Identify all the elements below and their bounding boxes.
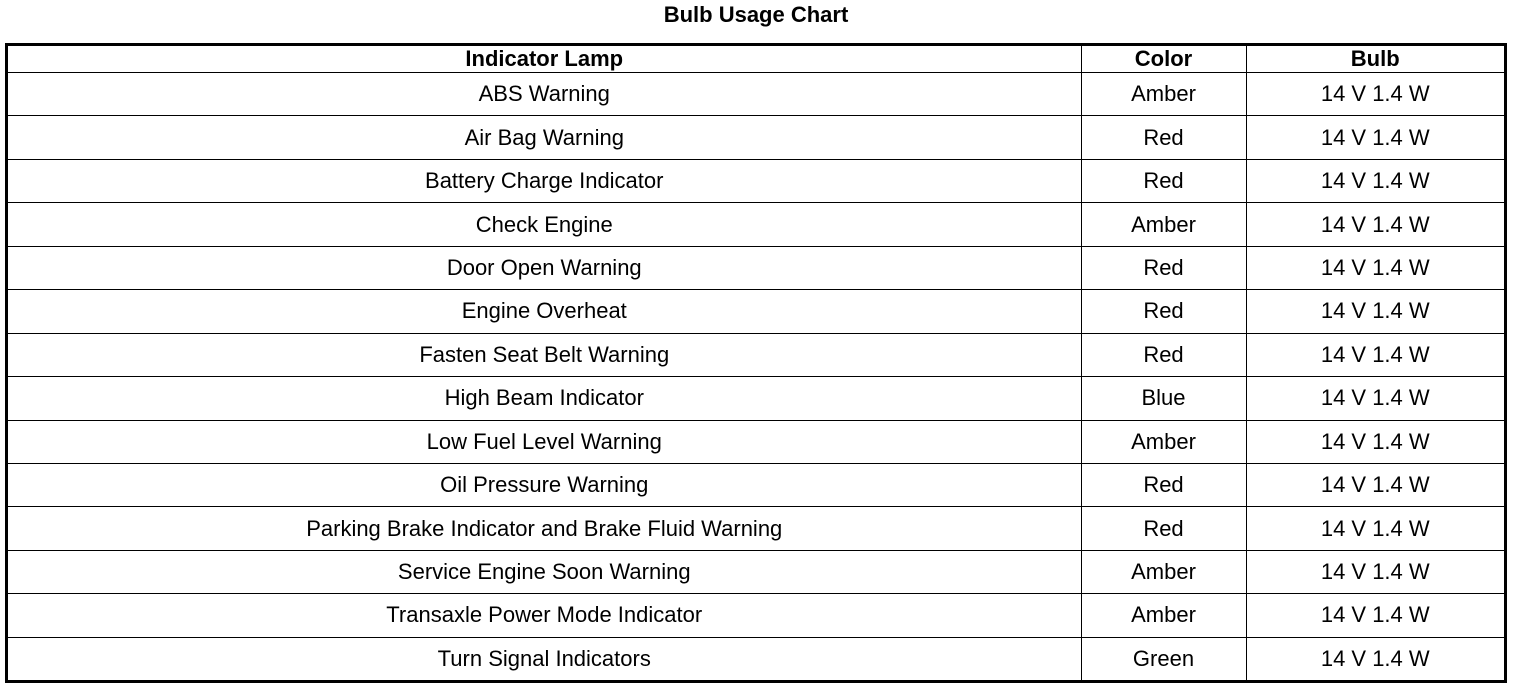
bulb-cell: 14 V 1.4 W xyxy=(1246,203,1504,246)
lamp-cell: Check Engine xyxy=(8,203,1081,246)
bulb-cell: 14 V 1.4 W xyxy=(1246,246,1504,289)
table-body xyxy=(8,73,1504,681)
lamp-cell: Parking Brake Indicator and Brake Fluid Warning xyxy=(8,507,1081,550)
bulb-cell: 14 V 1.4 W xyxy=(1246,420,1504,463)
table-row xyxy=(8,637,1504,680)
bulb-cell: 14 V 1.4 W xyxy=(1246,159,1504,202)
table-row xyxy=(8,420,1504,463)
table-header-row xyxy=(8,46,1504,73)
table-row xyxy=(8,246,1504,289)
bulb-cell: 14 V 1.4 W xyxy=(1246,637,1504,680)
lamp-cell: Low Fuel Level Warning xyxy=(8,420,1081,463)
color-cell: Amber xyxy=(1081,203,1246,246)
bulb-cell: 14 V 1.4 W xyxy=(1246,463,1504,506)
color-cell: Red xyxy=(1081,116,1246,159)
lamp-cell: High Beam Indicator xyxy=(8,377,1081,420)
color-cell: Red xyxy=(1081,333,1246,376)
table-row xyxy=(8,507,1504,550)
bulb-usage-table-frame xyxy=(5,43,1507,683)
lamp-cell: Fasten Seat Belt Warning xyxy=(8,333,1081,376)
table-row xyxy=(8,333,1504,376)
table-row xyxy=(8,116,1504,159)
column-header-bulb: Bulb xyxy=(1246,46,1504,73)
lamp-cell: Engine Overheat xyxy=(8,290,1081,333)
color-cell: Amber xyxy=(1081,73,1246,116)
bulb-cell: 14 V 1.4 W xyxy=(1246,550,1504,593)
bulb-cell: 14 V 1.4 W xyxy=(1246,116,1504,159)
page-title: Bulb Usage Chart xyxy=(663,2,849,27)
column-header-color: Color xyxy=(1081,46,1246,73)
table-row xyxy=(8,159,1504,202)
bulb-cell: 14 V 1.4 W xyxy=(1246,377,1504,420)
lamp-cell: Air Bag Warning xyxy=(8,116,1081,159)
table-row xyxy=(8,290,1504,333)
color-cell: Red xyxy=(1081,463,1246,506)
bulb-usage-table xyxy=(8,46,1504,680)
color-cell: Red xyxy=(1081,507,1246,550)
color-cell: Red xyxy=(1081,159,1246,202)
color-cell: Red xyxy=(1081,246,1246,289)
color-cell: Amber xyxy=(1081,420,1246,463)
bulb-cell: 14 V 1.4 W xyxy=(1246,333,1504,376)
bulb-cell: 14 V 1.4 W xyxy=(1246,594,1504,637)
color-cell: Blue xyxy=(1081,377,1246,420)
lamp-cell: Turn Signal Indicators xyxy=(8,637,1081,680)
lamp-cell: ABS Warning xyxy=(8,73,1081,116)
bulb-cell: 14 V 1.4 W xyxy=(1246,507,1504,550)
color-cell: Amber xyxy=(1081,550,1246,593)
color-cell: Red xyxy=(1081,290,1246,333)
table-row xyxy=(8,73,1504,116)
bulb-cell: 14 V 1.4 W xyxy=(1246,73,1504,116)
bulb-cell: 14 V 1.4 W xyxy=(1246,290,1504,333)
table-row xyxy=(8,203,1504,246)
table-row xyxy=(8,550,1504,593)
lamp-cell: Door Open Warning xyxy=(8,246,1081,289)
column-header-indicator-lamp: Indicator Lamp xyxy=(8,46,1081,73)
lamp-cell: Oil Pressure Warning xyxy=(8,463,1081,506)
lamp-cell: Battery Charge Indicator xyxy=(8,159,1081,202)
lamp-cell: Transaxle Power Mode Indicator xyxy=(8,594,1081,637)
table-row xyxy=(8,463,1504,506)
table-row xyxy=(8,377,1504,420)
lamp-cell: Service Engine Soon Warning xyxy=(8,550,1081,593)
color-cell: Amber xyxy=(1081,594,1246,637)
color-cell: Green xyxy=(1081,637,1246,680)
table-row xyxy=(8,594,1504,637)
